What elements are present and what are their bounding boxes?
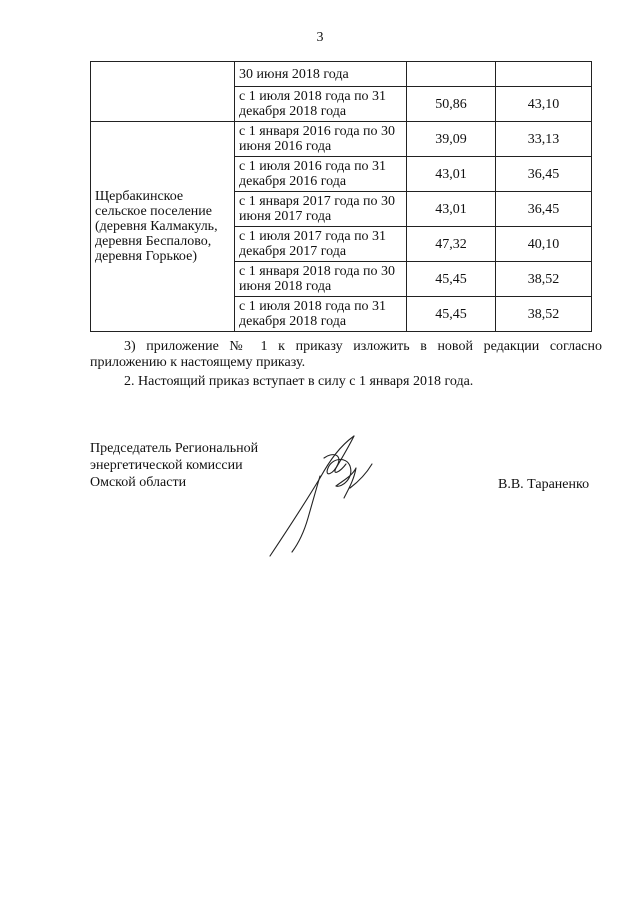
table-cell-period: с 1 июля 2018 года по 31 декабря 2018 года — [235, 87, 407, 122]
table-row — [91, 122, 592, 157]
table-cell-period: с 1 июля 2017 года по 31 декабря 2017 года — [235, 227, 407, 262]
signatory-title-line: Председатель Региональной — [90, 441, 259, 456]
table-cell-value: 45,45 — [407, 297, 496, 332]
table-cell-value: 38,52 — [496, 297, 592, 332]
table-cell-period: 30 июня 2018 года — [235, 62, 407, 87]
table-cell-value — [407, 62, 496, 87]
signatory-title-line: Омской области — [90, 475, 187, 490]
table-cell-value: 43,10 — [496, 87, 592, 122]
table-cell-value: 38,52 — [496, 262, 592, 297]
table-cell-value: 50,86 — [407, 87, 496, 122]
page-number: 3 — [316, 30, 324, 45]
signatory-title — [90, 440, 258, 491]
paragraph-item-2: 2. Настоящий приказ вступает в силу с 1 января 2018 года. — [124, 374, 474, 389]
table-cell-area — [91, 62, 235, 122]
paragraph-item-3: 3) приложение № 1 к приказу изложить в новой редакции согласно приложению к настоящему приказу. — [90, 339, 602, 370]
table-cell-value: 47,32 — [407, 227, 496, 262]
table-cell-period: с 1 января 2016 года по 30 июня 2016 года — [235, 122, 407, 157]
table-row — [91, 62, 592, 87]
table-cell-value: 40,10 — [496, 227, 592, 262]
table-cell-value: 36,45 — [496, 192, 592, 227]
table-cell-period: с 1 января 2018 года по 30 июня 2018 года — [235, 262, 407, 297]
table-cell-value — [496, 62, 592, 87]
handwritten-signature — [262, 428, 382, 563]
table-cell-value: 36,45 — [496, 157, 592, 192]
table-cell-period: с 1 июля 2016 года по 31 декабря 2016 года — [235, 157, 407, 192]
table-cell-period: с 1 января 2017 года по 30 июня 2017 года — [235, 192, 407, 227]
table-cell-value: 43,01 — [407, 157, 496, 192]
signatory-name: В.В. Тараненко — [498, 477, 590, 492]
table-cell-value: 33,13 — [496, 122, 592, 157]
table-cell-value: 43,01 — [407, 192, 496, 227]
table-cell-value: 45,45 — [407, 262, 496, 297]
signatory-title-line: энергетической комиссии — [90, 458, 243, 473]
table-cell-value: 39,09 — [407, 122, 496, 157]
table-cell-area: Щербакинское сельское поселение (деревня Калмакуль, деревня Беспалово, деревня Горькое) — [91, 122, 235, 332]
tariff-table — [90, 61, 592, 332]
table-cell-period: с 1 июля 2018 года по 31 декабря 2018 года — [235, 297, 407, 332]
